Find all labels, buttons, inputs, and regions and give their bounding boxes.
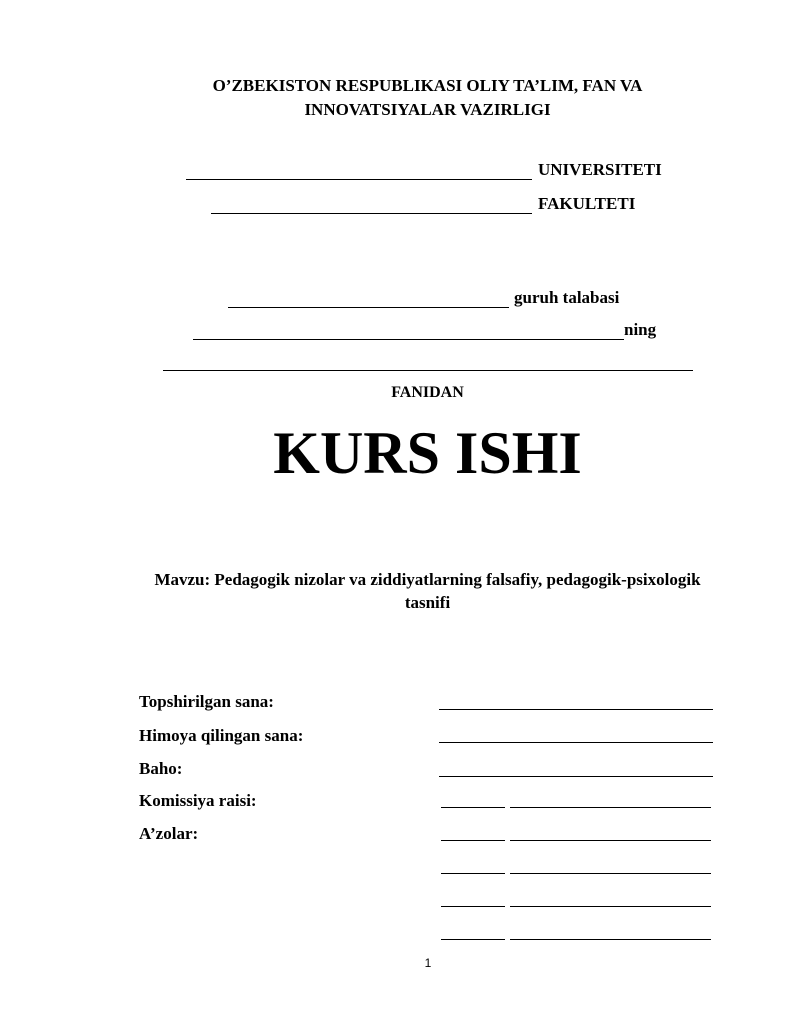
document-title: KURS ISHI — [273, 420, 582, 486]
group-row — [228, 288, 619, 308]
grade-blank — [439, 776, 713, 777]
ministry-line-1: O’ZBEKISTON RESPUBLIKASI OLIY TA’LIM, FAN VA — [212, 76, 643, 95]
faculty-label: FAKULTETI — [538, 194, 636, 213]
faculty-row — [211, 194, 635, 214]
member-4-name-blank — [510, 939, 711, 940]
member-3-name-blank — [510, 906, 711, 907]
member-3-signature-blank — [441, 906, 505, 907]
ministry-header — [0, 74, 800, 122]
commission-chair-label: Komissiya raisi: — [139, 791, 257, 810]
member-1-name-blank — [510, 840, 711, 841]
submitted-date-label: Topshirilgan sana: — [139, 692, 274, 711]
subject-blank — [163, 370, 693, 371]
member-2-signature-blank — [441, 873, 505, 874]
member-4-signature-blank — [441, 939, 505, 940]
members-label: A’zolar: — [139, 824, 199, 843]
member-1-signature-blank — [441, 840, 505, 841]
grade-label: Baho: — [139, 759, 183, 778]
page-number: 1 — [424, 956, 432, 970]
ministry-line-2: INNOVATSIYALAR VAZIRLIGI — [304, 100, 551, 119]
defended-date-label: Himoya qilingan sana: — [139, 726, 304, 745]
commission-chair-signature-blank — [441, 807, 505, 808]
topic — [100, 568, 755, 614]
university-label: UNIVERSITETI — [538, 160, 662, 179]
student-name-label: ning — [624, 320, 657, 339]
subject-label: FANIDAN — [391, 384, 464, 401]
commission-chair-name-blank — [510, 807, 711, 808]
faculty-blank — [211, 199, 532, 214]
student-name-row — [193, 320, 656, 340]
member-2-name-blank — [510, 873, 711, 874]
university-blank — [186, 165, 532, 180]
topic-line-1: Mavzu: Pedagogik nizolar va ziddiyatlarning falsafiy, pedagogik-psixologik — [154, 570, 701, 589]
topic-line-2: tasnifi — [404, 593, 451, 612]
group-label: guruh talabasi — [514, 288, 620, 307]
submitted-date-blank — [439, 709, 713, 710]
student-name-blank — [193, 325, 624, 340]
defended-date-blank — [439, 742, 713, 743]
university-row — [186, 160, 662, 180]
group-blank — [228, 293, 509, 308]
